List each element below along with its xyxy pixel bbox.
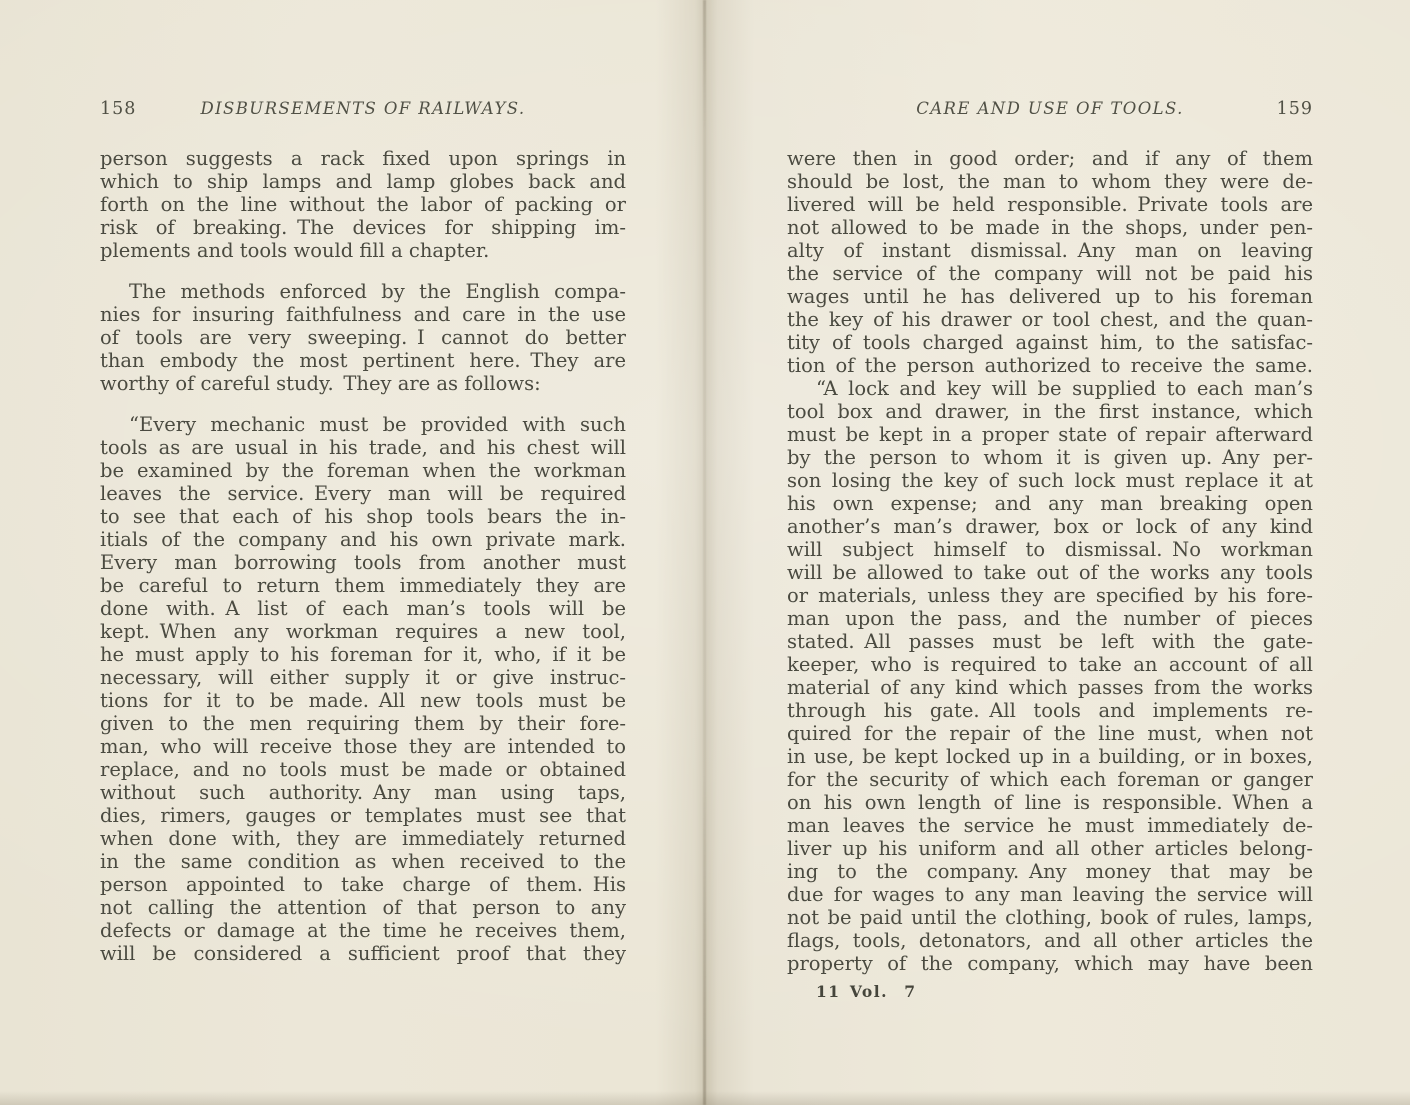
text-line: kept. When any workman requires a new tool, — [100, 620, 626, 643]
text-line: man leaves the service he must immediately de- — [787, 814, 1313, 837]
text-line: another’s man’s drawer, box or lock of any kind — [787, 515, 1313, 538]
text-line: of tools are very sweeping. I cannot do better — [100, 326, 626, 349]
paragraph — [100, 413, 626, 965]
left-page-text — [100, 147, 626, 965]
right-page-number: 159 — [1276, 99, 1313, 119]
paragraph — [787, 377, 1313, 975]
text-line: wages until he has delivered up to his foreman — [787, 285, 1313, 308]
text-line: tity of tools charged against him, to the satisfac- — [787, 331, 1313, 354]
text-line: risk of breaking. The devices for shipping im- — [100, 216, 626, 239]
text-line: “Every mechanic must be provided with such — [129, 413, 626, 436]
text-line: flags, tools, detonators, and all other articles the — [787, 929, 1313, 952]
text-line: when done with, they are immediately returned — [100, 827, 626, 850]
right-page — [787, 98, 1313, 1001]
text-line: person suggests a rack fixed upon springs in — [100, 147, 626, 170]
paragraph — [100, 147, 626, 262]
text-line: were then in good order; and if any of them — [787, 147, 1313, 170]
left-running-title: DISBURSEMENTS OF RAILWAYS. — [200, 99, 526, 118]
text-line: nies for insuring faithfulness and care in the use — [100, 303, 626, 326]
text-line: dies, rimers, gauges or templates must see that — [100, 804, 626, 827]
text-line: than embody the most pertinent here. They are — [100, 349, 626, 372]
text-line: tools as are usual in his trade, and his chest will — [100, 436, 626, 459]
text-line: alty of instant dismissal. Any man on leaving — [787, 239, 1313, 262]
text-line: by the person to whom it is given up. Any per- — [787, 446, 1313, 469]
text-line: leaves the service. Every man will be required — [100, 482, 626, 505]
text-line: person appointed to take charge of them. His — [100, 873, 626, 896]
text-line: tion of the person authorized to receive the same. — [787, 354, 1313, 377]
text-line: replace, and no tools must be made or obtained — [100, 758, 626, 781]
text-line: done with. A list of each man’s tools will be — [100, 597, 626, 620]
text-line: material of any kind which passes from the works — [787, 676, 1313, 699]
text-line: in use, be kept locked up in a building, or in boxes, — [787, 745, 1313, 768]
text-line: given to the men requiring them by their fore- — [100, 712, 626, 735]
text-line: must be kept in a proper state of repair afterward — [787, 423, 1313, 446]
text-line: the service of the company will not be paid his — [787, 262, 1313, 285]
text-line: “A lock and key will be supplied to each man’s — [816, 377, 1313, 400]
text-line: for the security of which each foreman or ganger — [787, 768, 1313, 791]
text-line: forth on the line without the labor of packing or — [100, 193, 626, 216]
right-running-title: CARE AND USE OF TOOLS. — [916, 99, 1184, 118]
text-line: property of the company, which may have been — [787, 952, 1313, 975]
text-line: not allowed to be made in the shops, under pen- — [787, 216, 1313, 239]
text-line: without such authority. Any man using taps, — [100, 781, 626, 804]
text-line: should be lost, the man to whom they were de- — [787, 170, 1313, 193]
signature-mark: 11 Vol. 7 — [816, 982, 917, 1001]
left-page-header — [100, 98, 626, 120]
text-line: will be allowed to take out of the works any tools — [787, 561, 1313, 584]
text-line: stated. All passes must be left with the gate- — [787, 630, 1313, 653]
text-line: not calling the attention of that person to any — [100, 896, 626, 919]
text-line: will subject himself to dismissal. No workman — [787, 538, 1313, 561]
text-line: itials of the company and his own private mark. — [100, 528, 626, 551]
text-line: on his own length of line is responsible. When a — [787, 791, 1313, 814]
text-line: or materials, unless they are specified by his fore- — [787, 584, 1313, 607]
text-line: in the same condition as when received to the — [100, 850, 626, 873]
text-line: due for wages to any man leaving the service will — [787, 883, 1313, 906]
text-line: be examined by the foreman when the workman — [100, 459, 626, 482]
text-line: plements and tools would fill a chapter. — [100, 239, 490, 262]
text-line: defects or damage at the time he receives them, — [100, 919, 626, 942]
text-line: son losing the key of such lock must replace it at — [787, 469, 1313, 492]
text-line: The methods enforced by the English compa- — [129, 280, 626, 303]
text-line: be careful to return them immediately they are — [100, 574, 626, 597]
text-line: the key of his drawer or tool chest, and the quan- — [787, 308, 1313, 331]
text-line: necessary, will either supply it or give instruc- — [100, 666, 626, 689]
text-line: keeper, who is required to take an account of all — [787, 653, 1313, 676]
text-line: man, who will receive those they are intended to — [100, 735, 626, 758]
paragraph — [787, 147, 1313, 377]
text-line: worthy of careful study. They are as follows: — [100, 372, 541, 395]
paragraph — [100, 280, 626, 395]
text-line: liver up his uniform and all other articles belong- — [787, 837, 1313, 860]
left-page — [100, 98, 626, 965]
text-line: tool box and drawer, in the first instance, which — [787, 400, 1313, 423]
text-line: through his gate. All tools and implements re- — [787, 699, 1313, 722]
text-line: Every man borrowing tools from another must — [100, 551, 626, 574]
left-page-number: 158 — [100, 99, 137, 119]
text-line: man upon the pass, and the number of pieces — [787, 607, 1313, 630]
text-line: not be paid until the clothing, book of rules, lamps, — [787, 906, 1313, 929]
text-line: will be considered a sufficient proof that they — [100, 942, 626, 965]
text-line: his own expense; and any man breaking open — [787, 492, 1313, 515]
text-line: quired for the repair of the line must, when not — [787, 722, 1313, 745]
text-line: tions for it to be made. All new tools must be — [100, 689, 626, 712]
text-line: ing to the company. Any money that may be — [787, 860, 1313, 883]
text-line: livered will be held responsible. Private tools are — [787, 193, 1313, 216]
text-line: which to ship lamps and lamp globes back and — [100, 170, 626, 193]
right-page-text — [787, 147, 1313, 975]
text-line: he must apply to his foreman for it, who, if it be — [100, 643, 626, 666]
text-line: to see that each of his shop tools bears the in- — [100, 505, 626, 528]
right-page-header — [787, 98, 1313, 120]
